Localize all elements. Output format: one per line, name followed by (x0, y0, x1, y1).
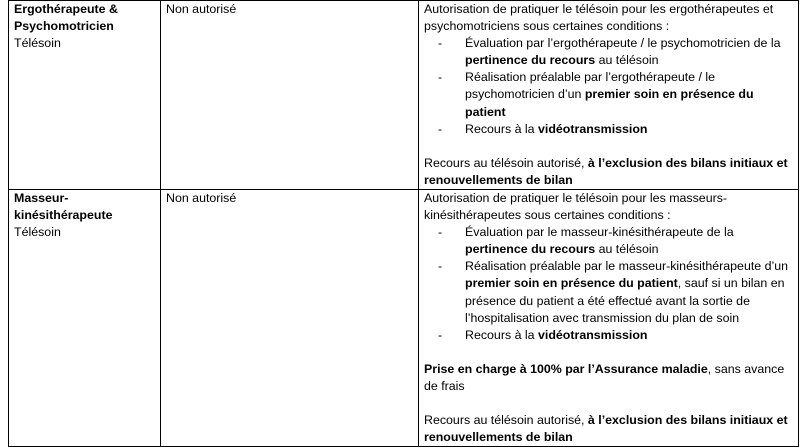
text-run: Recours au télésoin autorisé, (424, 412, 588, 427)
text-run: Recours à la (465, 121, 539, 136)
bullet-dash: - (438, 327, 443, 342)
bold-run: premier soin en présence du patient (465, 87, 754, 119)
profession-cell (9, 189, 161, 446)
condition-item (424, 35, 793, 69)
before-cell (161, 189, 419, 446)
text-run: au télésoin (595, 242, 659, 257)
conditions-list (424, 35, 793, 138)
conditions-cell (419, 189, 799, 446)
conditions-tail (424, 155, 793, 189)
bullet-dash: - (438, 259, 443, 274)
bullet-dash: - (438, 36, 443, 51)
condition-item (424, 69, 793, 120)
bullet-dash: - (438, 70, 443, 85)
bold-run: à l’exclusion des bilans initiaux et renouvellements de bilan (424, 155, 788, 187)
condition-item (424, 327, 793, 344)
text-run: Évaluation par l’ergothérapeute / le psychomotricien de la (465, 36, 781, 51)
before-status: Non autorisé (166, 190, 237, 205)
conditions-intro: Autorisation de pratiquer le télésoin pour les ergothérapeutes et psychomotriciens sous certaines conditions : (424, 2, 774, 34)
condition-text (465, 122, 648, 136)
condition-text (465, 70, 754, 118)
table-row (9, 1, 799, 190)
coverage-note (424, 361, 793, 395)
bold-run: pertinence du recours (465, 242, 596, 257)
text-run: Évaluation par le masseur-kinésithérapeute de la (465, 225, 734, 240)
conditions-list (424, 224, 793, 344)
before-cell (161, 1, 419, 190)
telesoin-table (8, 0, 799, 447)
table-body (9, 1, 799, 447)
bullet-dash: - (438, 121, 443, 136)
text-run: au télésoin (595, 53, 659, 68)
profession-subtitle: Télésoin (14, 36, 61, 51)
before-status: Non autorisé (166, 2, 237, 16)
condition-item (424, 121, 793, 138)
text-run: Recours à la (465, 327, 539, 342)
table-row (9, 189, 799, 446)
bold-run: vidéotransmission (538, 327, 648, 342)
condition-text (465, 225, 734, 256)
text-run: Recours au télésoin autorisé, (424, 155, 588, 170)
profession-subtitle: Télésoin (14, 225, 61, 240)
conditions-intro: Autorisation de pratiquer le télésoin pour les masseurs-kinésithérapeutes sous certaines conditions : (424, 190, 728, 223)
profession-cell (9, 1, 161, 190)
condition-text (465, 259, 788, 324)
bold-run: vidéotransmission (538, 121, 648, 136)
condition-text (465, 36, 780, 67)
condition-item (424, 224, 793, 258)
text-run: , sans avance de frais (424, 361, 785, 393)
condition-text (465, 328, 648, 342)
bold-run: à l’exclusion des bilans initiaux et renouvellements de bilan (424, 412, 788, 445)
text-run: Réalisation préalable par l’ergothérapeute / le psychomotricien d’un (465, 70, 716, 102)
conditions-tail (424, 412, 793, 446)
conditions-cell (419, 1, 799, 190)
bold-run: Prise en charge à 100% par l’Assurance maladie (424, 361, 708, 376)
bullet-dash: - (438, 225, 443, 240)
profession-title: Ergothérapeute & Psychomotricien (14, 2, 118, 34)
bold-run: pertinence du recours (465, 53, 596, 68)
condition-item (424, 258, 793, 326)
bold-run: premier soin en présence du patient (465, 276, 678, 291)
text-run: , sauf si un bilan en présence du patient a été effectué avant la sortie de l’hospitalisation avec transmission du plan de soin (465, 276, 785, 325)
profession-title: Masseur-kinésithérapeute (14, 190, 113, 223)
text-run: Réalisation préalable par le masseur-kinésithérapeute d’un (465, 259, 789, 274)
